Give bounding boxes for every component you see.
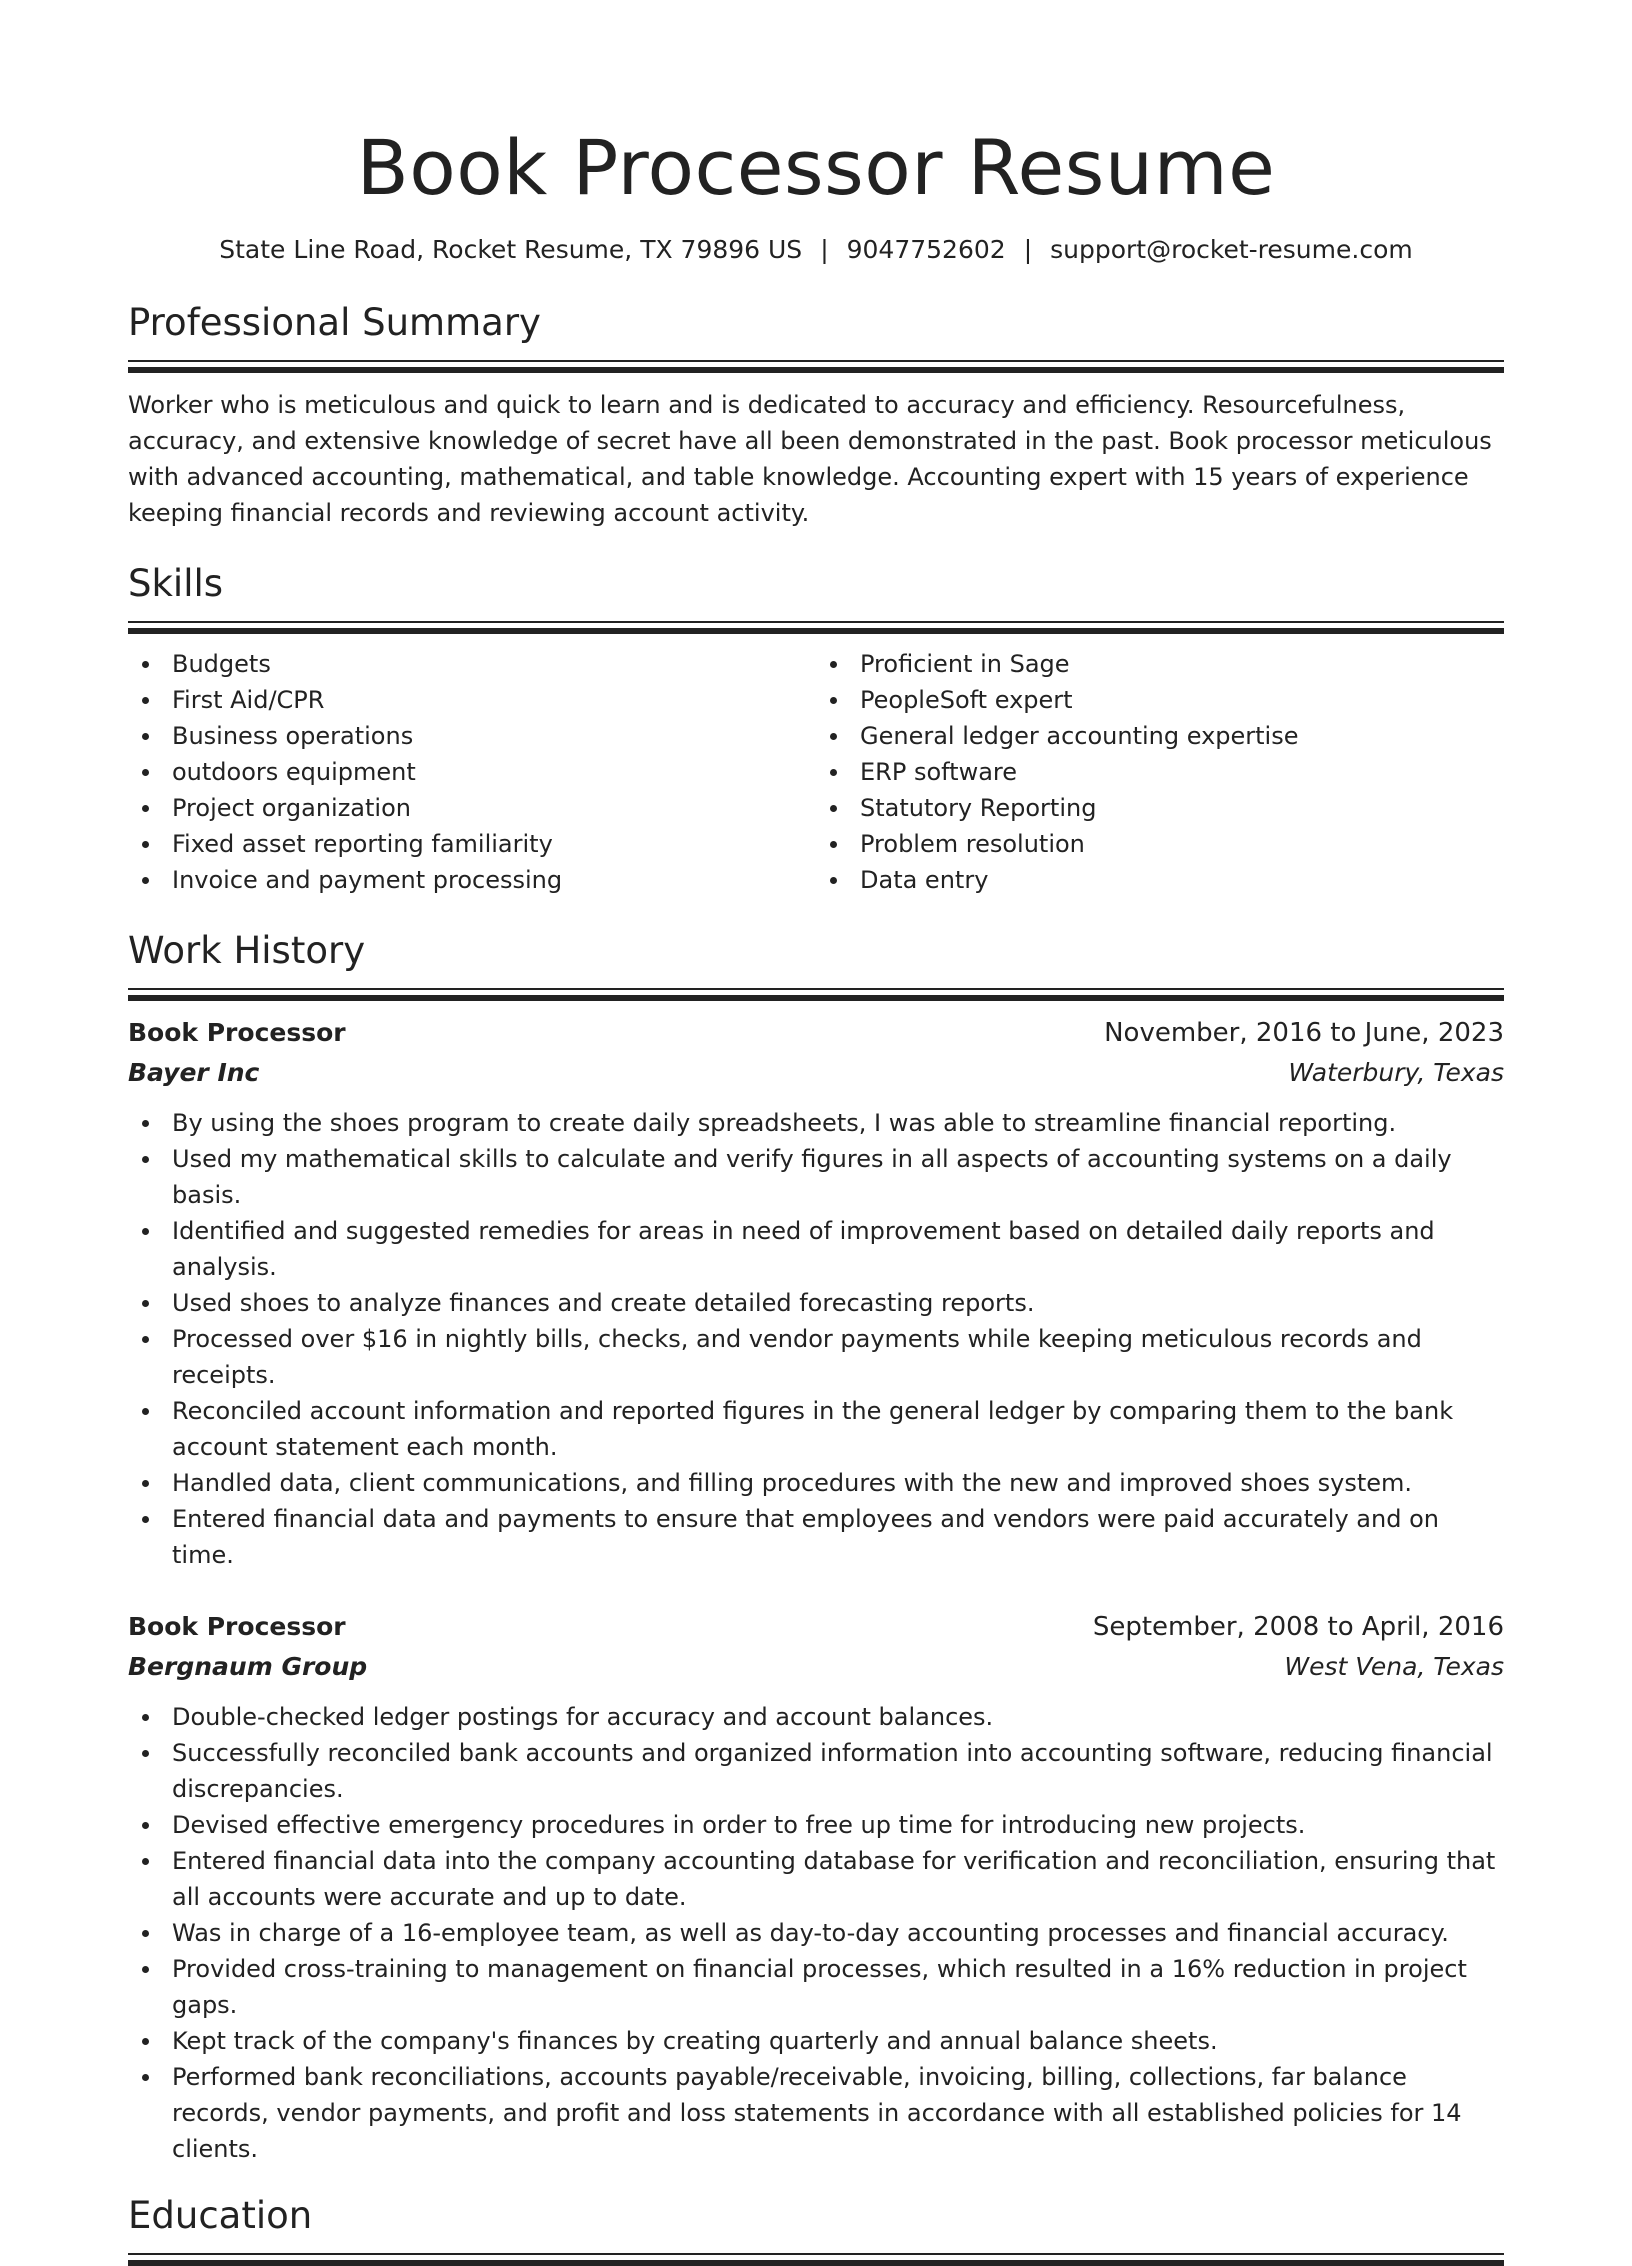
job-bullet: Entered financial data into the company accounting database for verification and reconciliation, ensuring that all accounts were accurate and up to date. [128, 1843, 1504, 1915]
job-title: Book Processor [128, 1018, 346, 1047]
job-company: Bayer Inc [128, 1058, 260, 1087]
skills-columns [128, 646, 1504, 898]
skill-item: Budgets [128, 646, 816, 682]
skills-left-column [128, 646, 816, 898]
job-company: Bergnaum Group [128, 1652, 368, 1681]
skill-item: Fixed asset reporting familiarity [128, 826, 816, 862]
section-rule [128, 360, 1504, 371]
job-entry [128, 1607, 1504, 2167]
job-title: Book Processor [128, 1612, 346, 1641]
skill-item: Business operations [128, 718, 816, 754]
section-rule [128, 988, 1504, 999]
summary-section [128, 300, 1504, 531]
job-bullet: Entered financial data and payments to ensure that employees and vendors were paid accurately and on time. [128, 1501, 1504, 1573]
skill-item: ERP software [816, 754, 1504, 790]
skill-item: First Aid/CPR [128, 682, 816, 718]
section-title-education: Education [128, 2194, 313, 2237]
job-header [128, 1013, 1504, 1053]
job-bullet: Performed bank reconciliations, accounts payable/receivable, invoicing, billing, collections, far balance records, vendor payments, and profit and loss statements in accordance with all established policies for 14 clients. [128, 2059, 1504, 2167]
job-bullets [128, 1699, 1504, 2167]
skill-item: Problem resolution [816, 826, 1504, 862]
resume-title: Book Processor Resume [356, 123, 1276, 212]
section-title-summary: Professional Summary [128, 301, 541, 344]
phone: 9047752602 [846, 235, 1006, 264]
job-bullet: Reconciled account information and reported figures in the general ledger by comparing them to the bank account statement each month. [128, 1393, 1504, 1465]
job-bullet: Devised effective emergency procedures in order to free up time for introducing new projects. [128, 1807, 1504, 1843]
job-bullets [128, 1105, 1504, 1573]
skills-right-column [816, 646, 1504, 898]
skill-item: Statutory Reporting [816, 790, 1504, 826]
job-bullet: Kept track of the company's finances by creating quarterly and annual balance sheets. [128, 2023, 1504, 2059]
job-bullet: Provided cross-training to management on financial processes, which resulted in a 16% reduction in project gaps. [128, 1951, 1504, 2023]
section-rule [128, 2253, 1504, 2264]
skills-section [128, 561, 1504, 898]
skill-item: Proficient in Sage [816, 646, 1504, 682]
skill-item: Data entry [816, 862, 1504, 898]
section-title-work: Work History [128, 929, 366, 972]
job-bullet: Successfully reconciled bank accounts and organized information into accounting software, reducing financial discrepancies. [128, 1735, 1504, 1807]
job-bullet: Identified and suggested remedies for areas in need of improvement based on detailed daily reports and analysis. [128, 1213, 1504, 1285]
job-bullet: Used my mathematical skills to calculate and verify figures in all aspects of accounting systems on a daily basis. [128, 1141, 1504, 1213]
section-rule [128, 621, 1504, 632]
resume-page [128, 0, 1504, 2264]
job-bullet: By using the shoes program to create daily spreadsheets, I was able to streamline financial reporting. [128, 1105, 1504, 1141]
job-location: West Vena, Texas [1284, 1652, 1504, 1681]
job-dates: September, 2008 to April, 2016 [1092, 1612, 1504, 1642]
job-entry [128, 1013, 1504, 1573]
skill-item: PeopleSoft expert [816, 682, 1504, 718]
email: support@rocket-resume.com [1050, 235, 1413, 264]
job-dates: November, 2016 to June, 2023 [1104, 1018, 1504, 1048]
education-section [128, 2193, 1504, 2264]
job-bullet: Double-checked ledger postings for accuracy and account balances. [128, 1699, 1504, 1735]
job-location: Waterbury, Texas [1288, 1058, 1504, 1087]
skill-item: outdoors equipment [128, 754, 816, 790]
work-section [128, 928, 1504, 2167]
job-subheader [128, 1053, 1504, 1093]
job-subheader [128, 1647, 1504, 1687]
job-bullet: Processed over $16 in nightly bills, checks, and vendor payments while keeping meticulous records and receipts. [128, 1321, 1504, 1393]
contact-line [128, 234, 1504, 266]
contact-separator: | [1023, 235, 1033, 264]
job-bullet: Used shoes to analyze finances and create detailed forecasting reports. [128, 1285, 1504, 1321]
skill-item: Invoice and payment processing [128, 862, 816, 898]
job-header [128, 1607, 1504, 1647]
job-bullet: Was in charge of a 16-employee team, as well as day-to-day accounting processes and financial accuracy. [128, 1915, 1504, 1951]
address: State Line Road, Rocket Resume, TX 79896 US [219, 235, 803, 264]
skill-item: Project organization [128, 790, 816, 826]
skill-item: General ledger accounting expertise [816, 718, 1504, 754]
contact-separator: | [820, 235, 829, 264]
section-title-skills: Skills [128, 562, 224, 605]
summary-text: Worker who is meticulous and quick to learn and is dedicated to accuracy and efficiency. Resourcefulness, accuracy, and extensive knowledge of secret have all been demonstrated in the past. Book processor meticulous with advanced accounting, mathematical, and table knowledge. Accounting expert with 15 years of experience keeping financial records and reviewing account activity. [128, 391, 1492, 527]
job-bullet: Handled data, client communications, and filling procedures with the new and improved shoes system. [128, 1465, 1504, 1501]
